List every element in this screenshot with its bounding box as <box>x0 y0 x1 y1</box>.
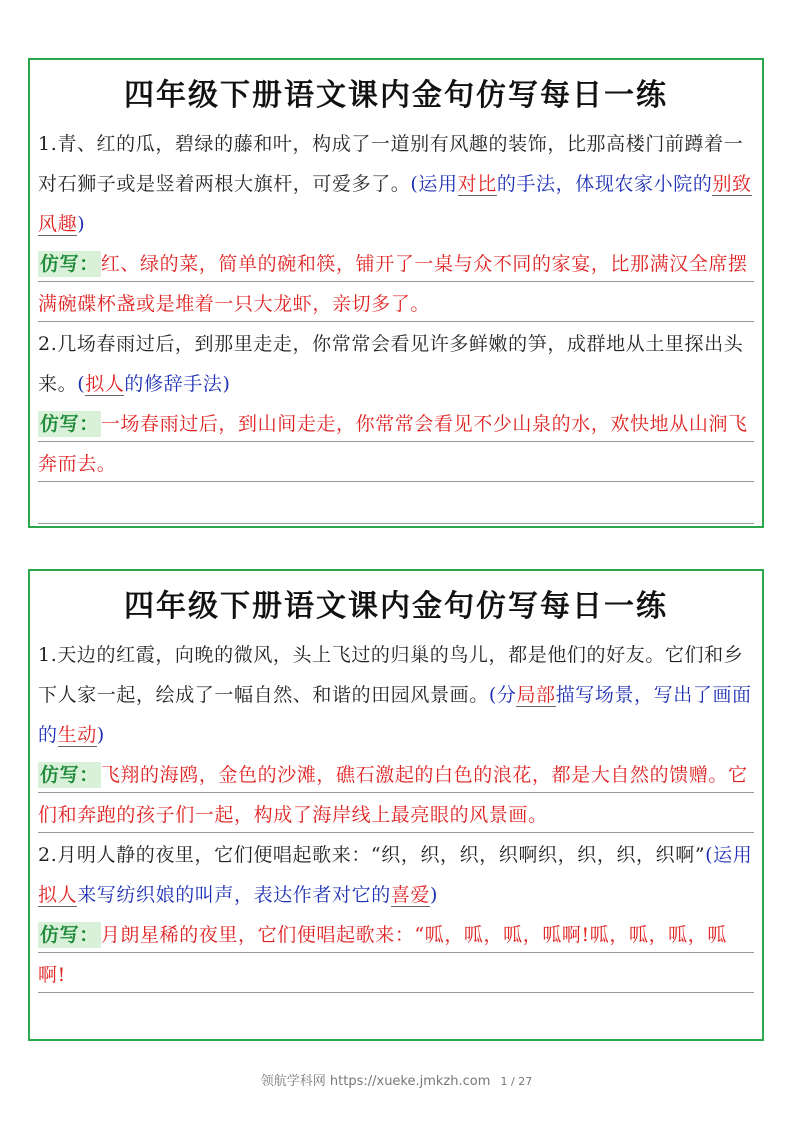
imitate-text: 红、绿的菜，简单的碗和筷，铺开了一桌与众不同的家宴，比那满汉全席摆满碗碟杯盏或是堆着一只大龙虾，亲切多了。 <box>38 253 748 315</box>
page-number: 1 / 27 <box>500 1075 533 1088</box>
imitate-label: 仿写： <box>40 413 99 435</box>
imitate-text: 月朗星稀的夜里，它们便唱起歌来：“呱，呱，呱，呱啊!呱，呱，呱，呱啊! <box>38 924 727 986</box>
imitate-label: 仿写： <box>40 253 99 275</box>
example-sentence-2 <box>38 835 754 915</box>
practice-card-2 <box>28 569 764 1041</box>
example-sentence-1 <box>38 124 754 244</box>
example-sentence-2 <box>38 324 754 404</box>
technique-note: (运用对比的手法，体现农家小院的别致风趣) <box>38 173 752 235</box>
technique-note: (拟人的修辞手法) <box>77 373 231 395</box>
card-title: 四年级下册语文课内金句仿写每日一练 <box>124 78 668 113</box>
note-keyword: 局部 <box>516 684 556 706</box>
imitation-1 <box>38 244 754 324</box>
page-footer <box>0 1070 793 1089</box>
imitate-label: 仿写： <box>40 764 99 786</box>
card-title: 四年级下册语文课内金句仿写每日一练 <box>124 589 668 624</box>
imitate-text: 飞翔的海鸥，金色的沙滩，礁石激起的白色的浪花，都是大自然的馈赠。它们和奔跑的孩子们一起，构成了海岸线上最亮眼的风景画。 <box>38 764 748 826</box>
blank-writing-line <box>38 484 754 524</box>
practice-card-1 <box>28 58 764 528</box>
technique-note: (运用拟人来写纺织娘的叫声，表达作者对它的喜爱) <box>38 844 753 906</box>
sentence-text: 2.几场春雨过后，到那里走走，你常常会看见许多鲜嫩的笋，成群地从土里探出头来。 <box>38 333 744 395</box>
sentence-text: 1.天边的红霞，向晚的微风，头上飞过的归巢的鸟儿，都是他们的好友。它们和乡下人家一起，绘成了一幅自然、和谐的田园风景画。 <box>38 644 744 706</box>
example-sentence-1 <box>38 635 754 755</box>
note-keyword: 拟人 <box>85 373 125 395</box>
note-keyword: 别致风趣 <box>38 173 752 235</box>
footer-link[interactable]: 领航学科网 https://xueke.jmkzh.com <box>260 1074 491 1089</box>
note-keyword: 对比 <box>457 173 497 195</box>
technique-note: (分局部描写场景，写出了画面的生动) <box>38 684 752 746</box>
note-keyword: 喜爱 <box>390 884 431 906</box>
imitate-text: 一场春雨过后，到山间走走，你常常会看见不少山泉的水，欢快地从山涧飞奔而去。 <box>38 413 748 475</box>
sentence-text: 2.月明人静的夜里，它们便唱起歌来：“织，织，织，织啊织，织，织，织啊” <box>38 844 706 866</box>
note-keyword: 拟人 <box>38 884 78 906</box>
imitate-label: 仿写： <box>40 924 99 946</box>
note-keyword: 生动 <box>57 724 97 746</box>
imitation-1 <box>38 755 754 835</box>
sentence-text: 1.青、红的瓜，碧绿的藤和叶，构成了一道别有风趣的装饰，比那高楼门前蹲着一对石狮子或是竖着两根大旗杆，可爱多了。 <box>38 133 744 195</box>
imitation-2 <box>38 404 754 484</box>
imitation-2 <box>38 915 754 995</box>
